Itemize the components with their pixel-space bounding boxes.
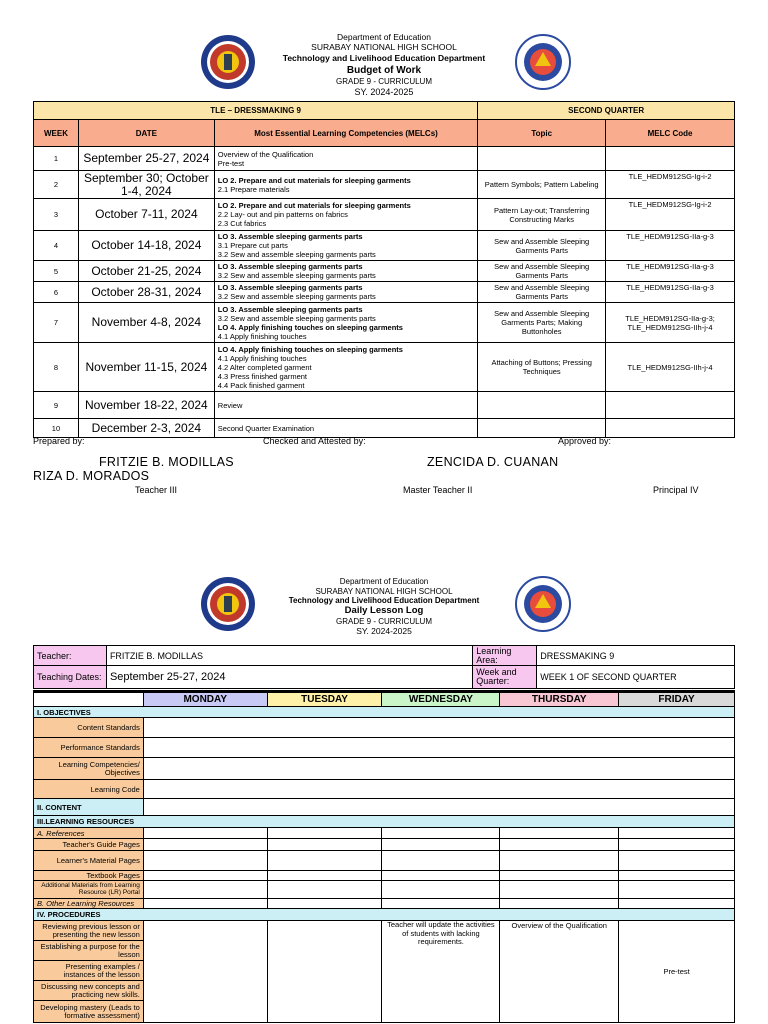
dll-grade: GRADE 9 - CURRICULUM [335, 617, 432, 626]
date-cell: November 18-22, 2024 [78, 392, 214, 419]
budget-school: SURABAY NATIONAL HIGH SCHOOL [311, 42, 457, 52]
topic-cell [478, 392, 606, 419]
dll-main-table [33, 690, 735, 1023]
cell [267, 871, 382, 881]
melc-cell [214, 303, 478, 343]
cell [619, 871, 735, 881]
col-melc: Most Essential Learning Competencies (MELCs) [214, 120, 478, 147]
topic-cell: Attaching of Buttons; Pressing Techniques [478, 343, 606, 392]
melc-cell [214, 171, 478, 199]
topic-cell: Pattern Symbols; Pattern Labeling [478, 171, 606, 199]
dll-sy: SY. 2024-2025 [356, 626, 412, 636]
week-cell: 3 [34, 199, 79, 231]
teacher-value: FRITZIE B. MODILLAS [106, 646, 472, 666]
melc-title: LO 4. Apply finishing touches on sleeping garments [217, 344, 403, 354]
melc-cell [214, 343, 478, 392]
melc-line: 3.2 Sew and assemble sleeping garments parts [217, 292, 376, 302]
friday-proc-cell: Pre-test [619, 921, 735, 1023]
budget-header-row [34, 120, 735, 147]
col-date: DATE [78, 120, 214, 147]
code-cell: TLE_HEDM912SG-IIa-g-3 [606, 261, 735, 282]
teacher-label: Teacher: [34, 646, 107, 666]
melc-title: LO 4. Apply finishing touches on sleeping garments [217, 322, 403, 332]
topic-cell: Sew and Assemble Sleeping Garments Parts [478, 231, 606, 261]
performance-standards-label: Performance Standards [34, 738, 144, 758]
melc-line: 2.1 Prepare materials [217, 184, 290, 194]
melc-line: 4.4 Pack finished garment [217, 380, 305, 390]
code-cell [606, 419, 735, 438]
cell [143, 851, 267, 871]
dll-tle-dept: Technology and Livelihood Education Department [288, 596, 480, 605]
melc-line: Pre-test [217, 158, 245, 168]
checked-name: ZENCIDA D. CUANAN [427, 455, 559, 469]
cell [619, 851, 735, 871]
melc-cell [214, 147, 478, 171]
col-week: WEEK [34, 120, 79, 147]
date-cell: November 4-8, 2024 [78, 303, 214, 343]
cell [143, 839, 267, 851]
tuesday-proc-cell [267, 921, 382, 1023]
cell [619, 828, 735, 839]
cell [382, 881, 500, 899]
date-cell: October 14-18, 2024 [78, 231, 214, 261]
cell [500, 881, 619, 899]
topic-cell: Sew and Assemble Sleeping Garments Parts [478, 282, 606, 303]
dates-label: Teaching Dates: [34, 666, 107, 689]
day-friday: FRIDAY [619, 692, 735, 707]
day-wednesday: WEDNESDAY [382, 692, 500, 707]
content-cell [143, 799, 734, 816]
topic-cell: Sew and Assemble Sleeping Garments Parts [478, 261, 606, 282]
cell [382, 851, 500, 871]
date-cell: December 2-3, 2024 [78, 419, 214, 438]
proc-purpose-label: Establishing a purpose for the lesson [34, 941, 144, 961]
proc-mastery-label: Developing mastery (Leads to formative assessment) [34, 1001, 144, 1023]
melc-line: 3.2 Sew and assemble sleeping garments parts [217, 271, 376, 281]
objectives-heading: I. OBJECTIVES [34, 707, 735, 718]
cell [382, 899, 500, 909]
week-cell: 9 [34, 392, 79, 419]
cell [143, 828, 267, 839]
approved-position: Principal IV [653, 485, 699, 495]
table-row [34, 343, 735, 392]
cell [382, 839, 500, 851]
melc-cell [214, 261, 478, 282]
cell [382, 828, 500, 839]
cell [619, 899, 735, 909]
date-cell: November 11-15, 2024 [78, 343, 214, 392]
proc-reviewing-label: Reviewing previous lesson or presenting the new lesson [34, 921, 144, 941]
table-row [34, 392, 735, 419]
learning-competencies-label: Learning Competencies/ Objectives [34, 758, 144, 780]
melc-line: 4.1 Apply finishing touches [217, 331, 307, 341]
budget-dept: Department of Education [336, 32, 432, 42]
table-row [34, 199, 735, 231]
checked-label: Checked and Attested by: [263, 436, 366, 446]
melc-title: LO 3. Assemble sleeping garments parts [217, 283, 363, 293]
wq-value: WEEK 1 OF SECOND QUARTER [537, 666, 735, 689]
melc-title: LO 2. Prepare and cut materials for sleeping garments [217, 175, 411, 185]
melc-line: Review [217, 400, 243, 410]
melc-line: 4.3 Press finished garment [217, 371, 307, 381]
dll-info-table [33, 645, 735, 689]
cell [267, 828, 382, 839]
proc-discussing-label: Discussing new concepts and practicing new skills. [34, 981, 144, 1001]
melc-cell [214, 419, 478, 438]
table-row [34, 419, 735, 438]
learning-code-label: Learning Code [34, 780, 144, 799]
col-code: MELC Code [606, 120, 735, 147]
date-cell: October 7-11, 2024 [78, 199, 214, 231]
cell [500, 828, 619, 839]
budget-table [33, 101, 735, 438]
topic-cell [478, 419, 606, 438]
melc-line: Second Quarter Examination [217, 423, 315, 433]
monday-proc-cell [143, 921, 267, 1023]
approved-label: Approved by: [558, 436, 612, 446]
cell [619, 839, 735, 851]
cell [500, 851, 619, 871]
week-cell: 6 [34, 282, 79, 303]
code-cell: TLE_HEDM912SG-IIa-g-3 [606, 231, 735, 261]
week-cell: 5 [34, 261, 79, 282]
melc-title: LO 3. Assemble sleeping garments parts [217, 304, 363, 314]
learning-competencies-cell [143, 758, 734, 780]
melc-title: LO 2. Prepare and cut materials for sleeping garments [217, 201, 411, 211]
melc-title: LO 3. Assemble sleeping garments parts [217, 262, 363, 272]
week-cell: 2 [34, 171, 79, 199]
code-cell: TLE_HEDM912SG-IIa-g-3; TLE_HEDM912SG-IIh-j-4 [606, 303, 735, 343]
col-topic: Topic [478, 120, 606, 147]
cell [267, 851, 382, 871]
dll-school: SURABAY NATIONAL HIGH SCHOOL [315, 587, 453, 596]
checked-position: Master Teacher II [403, 485, 473, 495]
table-row [34, 231, 735, 261]
week-cell: 10 [34, 419, 79, 438]
topic-cell [478, 147, 606, 171]
topic-cell: Sew and Assemble Sleeping Garments Parts; Making Buttonholes [478, 303, 606, 343]
budget-sy: SY. 2024-2025 [354, 87, 414, 97]
prepared-name: FRITZIE B. MODILLAS [99, 455, 234, 469]
code-cell: TLE_HEDM912SG-Ig-i-2 [606, 199, 735, 231]
procedures-heading: IV. PROCEDURES [34, 909, 735, 921]
proc-examples-label: Presenting examples / instances of the lesson [34, 961, 144, 981]
week-cell: 4 [34, 231, 79, 261]
date-cell: October 28-31, 2024 [78, 282, 214, 303]
melc-line: 2.2 Lay- out and pin patterns on fabrics [217, 210, 348, 220]
quarter-cell: SECOND QUARTER [478, 102, 735, 120]
table-row [34, 171, 735, 199]
melc-line: 4.2 Alter completed garment [217, 362, 312, 372]
code-cell: TLE_HEDM912SG-IIh-j-4 [606, 343, 735, 392]
table-row [34, 282, 735, 303]
table-row [34, 261, 735, 282]
lm-pages-label: Learner's Material Pages [34, 851, 144, 871]
wednesday-proc-cell: Teacher will update the activities of students with lacking requirements. [382, 921, 500, 1023]
dates-value: September 25-27, 2024 [106, 666, 472, 689]
area-label: Learning Area: [473, 646, 537, 666]
tg-pages-label: Teacher's Guide Pages [34, 839, 144, 851]
melc-line: 4.1 Apply finishing touches [217, 353, 307, 363]
melc-line: 3.2 Sew and assemble sleeping garments parts [217, 313, 376, 323]
code-cell [606, 392, 735, 419]
melc-line: Overview of the Qualification [217, 149, 314, 159]
cell [267, 839, 382, 851]
dll-dept: Department of Education [339, 577, 429, 586]
cell [143, 881, 267, 899]
cell [500, 871, 619, 881]
date-cell: October 21-25, 2024 [78, 261, 214, 282]
melc-cell [214, 282, 478, 303]
budget-grade: GRADE 9 - CURRICULUM [335, 77, 432, 86]
textbook-pages-label: Textbook Pages [34, 871, 144, 881]
cell [143, 899, 267, 909]
thursday-proc-cell: Overview of the Qualification [500, 921, 619, 1023]
melc-cell [214, 199, 478, 231]
learning-code-cell [143, 780, 734, 799]
budget-tle-dept: Technology and Livelihood Education Department [282, 53, 486, 63]
dll-title: Daily Lesson Log [344, 605, 424, 616]
cell [382, 871, 500, 881]
melc-line: 3.2 Sew and assemble sleeping garments parts [217, 250, 376, 260]
date-cell: September 25-27, 2024 [78, 147, 214, 171]
melc-cell [214, 231, 478, 261]
melc-line: 3.1 Prepare cut parts [217, 241, 288, 251]
melc-line: 2.3 Cut fabrics [217, 219, 267, 229]
content-standards-cell [143, 718, 734, 738]
references-label: A. References [34, 828, 144, 839]
budget-title: Budget of Work [346, 65, 422, 76]
cell [500, 899, 619, 909]
corner-cell [34, 692, 144, 707]
cell [267, 881, 382, 899]
resources-heading: III.LEARNING RESOURCES [34, 816, 735, 828]
prepared-label: Prepared by: [33, 436, 85, 446]
code-cell: TLE_HEDM912SG-Ig-i-2 [606, 171, 735, 199]
day-monday: MONDAY [143, 692, 267, 707]
table-row [34, 147, 735, 171]
cell [619, 881, 735, 899]
melc-cell [214, 392, 478, 419]
day-tuesday: TUESDAY [267, 692, 382, 707]
code-cell [606, 147, 735, 171]
subject-cell: TLE – DRESSMAKING 9 [34, 102, 478, 120]
wq-label: Week and Quarter: [473, 666, 537, 689]
topic-cell: Pattern Lay-out; Transferring Constructing Marks [478, 199, 606, 231]
content-standards-label: Content Standards [34, 718, 144, 738]
code-cell: TLE_HEDM912SG-IIa-g-3 [606, 282, 735, 303]
cell [267, 899, 382, 909]
other-resources-label: B. Other Learning Resources [34, 899, 144, 909]
area-value: DRESSMAKING 9 [537, 646, 735, 666]
cell [143, 871, 267, 881]
date-cell: September 30; October 1-4, 2024 [78, 171, 214, 199]
week-cell: 7 [34, 303, 79, 343]
approved-name: RIZA D. MORADOS [33, 469, 150, 483]
content-heading: II. CONTENT [34, 799, 144, 816]
additional-materials-label: Additional Materials from Learning Resource (LR) Portal [34, 881, 144, 899]
week-cell: 1 [34, 147, 79, 171]
performance-standards-cell [143, 738, 734, 758]
prepared-position: Teacher III [135, 485, 178, 495]
week-cell: 8 [34, 343, 79, 392]
table-row [34, 303, 735, 343]
day-thursday: THURSDAY [500, 692, 619, 707]
melc-title: LO 3. Assemble sleeping garments parts [217, 232, 363, 242]
cell [500, 839, 619, 851]
